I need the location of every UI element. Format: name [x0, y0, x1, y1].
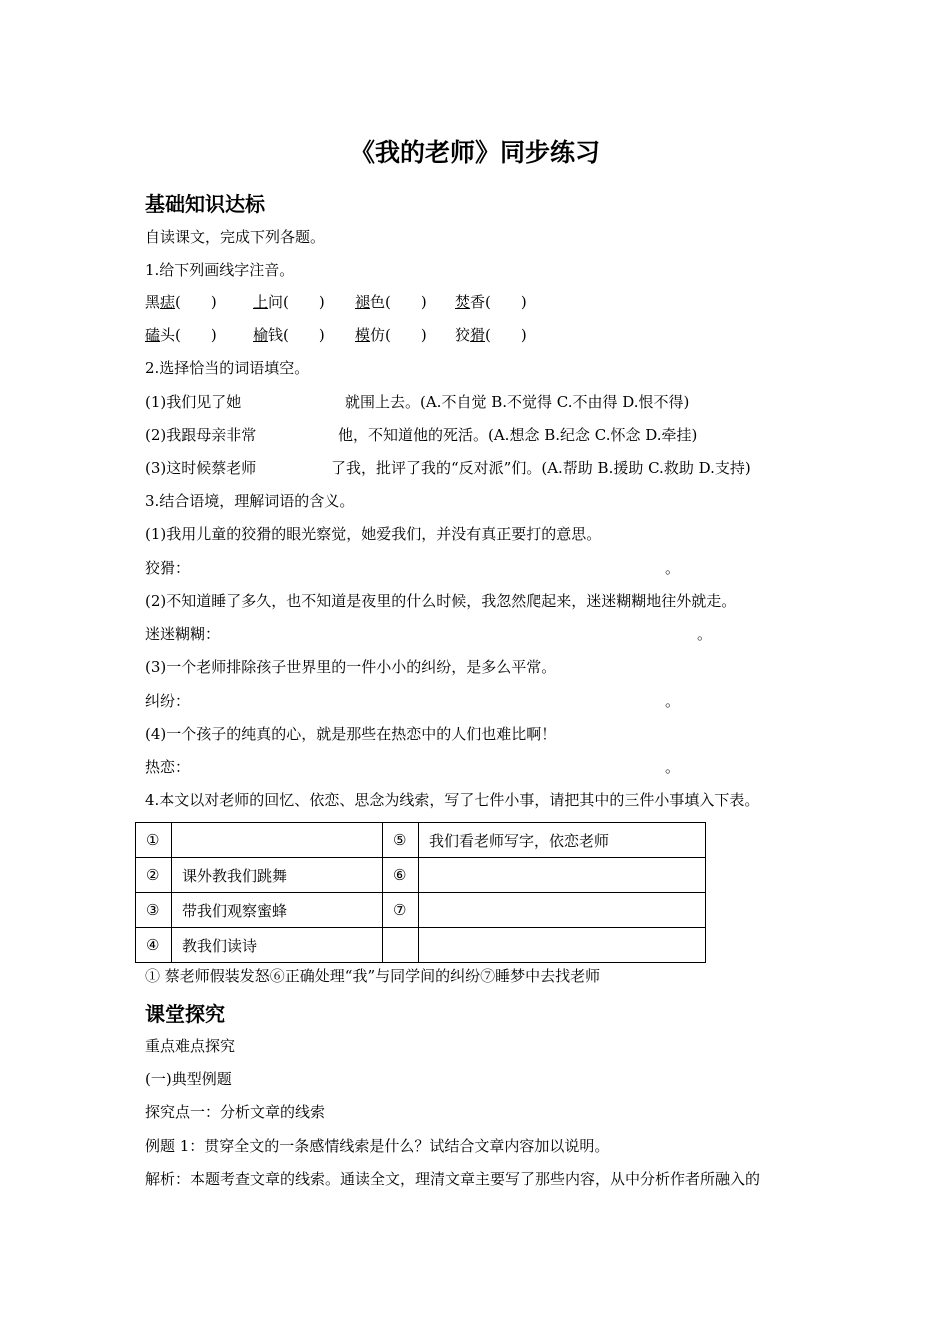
- table-cell: ⑦: [383, 893, 419, 928]
- table-cell: ③: [136, 893, 172, 928]
- events-table: [135, 822, 706, 963]
- table-cell: ④: [136, 928, 172, 963]
- q3-answer-line-4: 热恋： 。: [145, 758, 681, 776]
- text-line: (一)典型例题: [145, 1070, 232, 1088]
- pinyin-item: 褪色( ): [355, 293, 427, 311]
- q3-prompt: 3.结合语境，理解词语的含义。: [145, 492, 355, 510]
- q1-row1: [145, 292, 527, 312]
- table-cell: 我们看老师写字，依恋老师: [419, 823, 706, 858]
- pinyin-item: 榆钱( ): [253, 326, 325, 344]
- q1-row2: [145, 325, 527, 345]
- table-cell: 带我们观察蜜蜂: [172, 893, 383, 928]
- table-cell: 教我们读诗: [172, 928, 383, 963]
- text-line: 例题 1：贯穿全文的一条感情线索是什么？试结合文章内容加以说明。: [145, 1137, 610, 1155]
- table-cell: ⑥: [383, 858, 419, 893]
- q3-sentence-4: (4)一个孩子的纯真的心，就是那些在热恋中的人们也难比啊！: [145, 725, 557, 743]
- pinyin-item: 焚香( ): [455, 293, 527, 311]
- table-cell: [172, 823, 383, 858]
- intro-text: 自读课文，完成下列各题。: [145, 228, 326, 246]
- text-line: 重点难点探究: [145, 1037, 236, 1055]
- section-heading-basics: 基础知识达标: [145, 192, 265, 216]
- text-line: 探究点一：分析文章的线索: [145, 1103, 326, 1121]
- table-row: [136, 823, 706, 858]
- pinyin-item: 磕头( ): [145, 326, 217, 344]
- pinyin-item: 狡猾( ): [455, 326, 527, 344]
- pinyin-item: 黑痣( ): [145, 293, 217, 311]
- q3-sentence-1: (1)我用儿童的狡猾的眼光察觉，她爱我们，并没有真正要打的意思。: [145, 525, 602, 543]
- table-row: [136, 893, 706, 928]
- table-cell: [419, 928, 706, 963]
- q3-sentence-3: (3)一个老师排除孩子世界里的一件小小的纠纷，是多么平常。: [145, 658, 557, 676]
- q2-item-1: (1)我们见了她 就围上去。(A.不自觉 B.不觉得 C.不由得 D.恨不得): [145, 393, 690, 411]
- q3-answer-line-1: 狡猾： 。: [145, 559, 681, 577]
- pinyin-item: 上问( ): [253, 293, 325, 311]
- table-cell: ①: [136, 823, 172, 858]
- table-row: [136, 858, 706, 893]
- q2-prompt: 2.选择恰当的词语填空。: [145, 359, 310, 377]
- table-cell: [383, 928, 419, 963]
- table-row: [136, 928, 706, 963]
- text-line: 解析：本题考查文章的线索。通读全文，理清文章主要写了那些内容，从中分析作者所融入的: [145, 1170, 761, 1188]
- table-cell: ②: [136, 858, 172, 893]
- q4-prompt: 4.本文以对老师的回忆、依恋、思念为线索，写了七件小事，请把其中的三件小事填入下表。: [145, 791, 760, 809]
- table-cell: [419, 858, 706, 893]
- section-heading-classroom: 课堂探究: [145, 1002, 225, 1026]
- q3-answer-line-3: 纠纷： 。: [145, 692, 681, 710]
- table-cell: ⑤: [383, 823, 419, 858]
- q4-answer: ① 蔡老师假装发怒⑥正确处理“我”与同学间的纠纷⑦睡梦中去找老师: [145, 967, 601, 985]
- page-title: 《我的老师》同步练习: [349, 138, 600, 167]
- pinyin-item: 模仿( ): [355, 326, 427, 344]
- q1-prompt: 1.给下列画线字注音。: [145, 261, 295, 279]
- q3-answer-line-2: 迷迷糊糊： 。: [145, 625, 713, 643]
- table-cell: [419, 893, 706, 928]
- q2-item-2: (2)我跟母亲非常 他，不知道他的死活。(A.想念 B.纪念 C.怀念 D.牵挂): [145, 426, 698, 444]
- q2-item-3: (3)这时候蔡老师 了我，批评了我的“反对派”们。(A.帮助 B.援助 C.救助 D.支持): [145, 459, 751, 477]
- q3-sentence-2: (2)不知道睡了多久，也不知道是夜里的什么时候，我忽然爬起来，迷迷糊糊地往外就走。: [145, 592, 737, 610]
- table-cell: 课外教我们跳舞: [172, 858, 383, 893]
